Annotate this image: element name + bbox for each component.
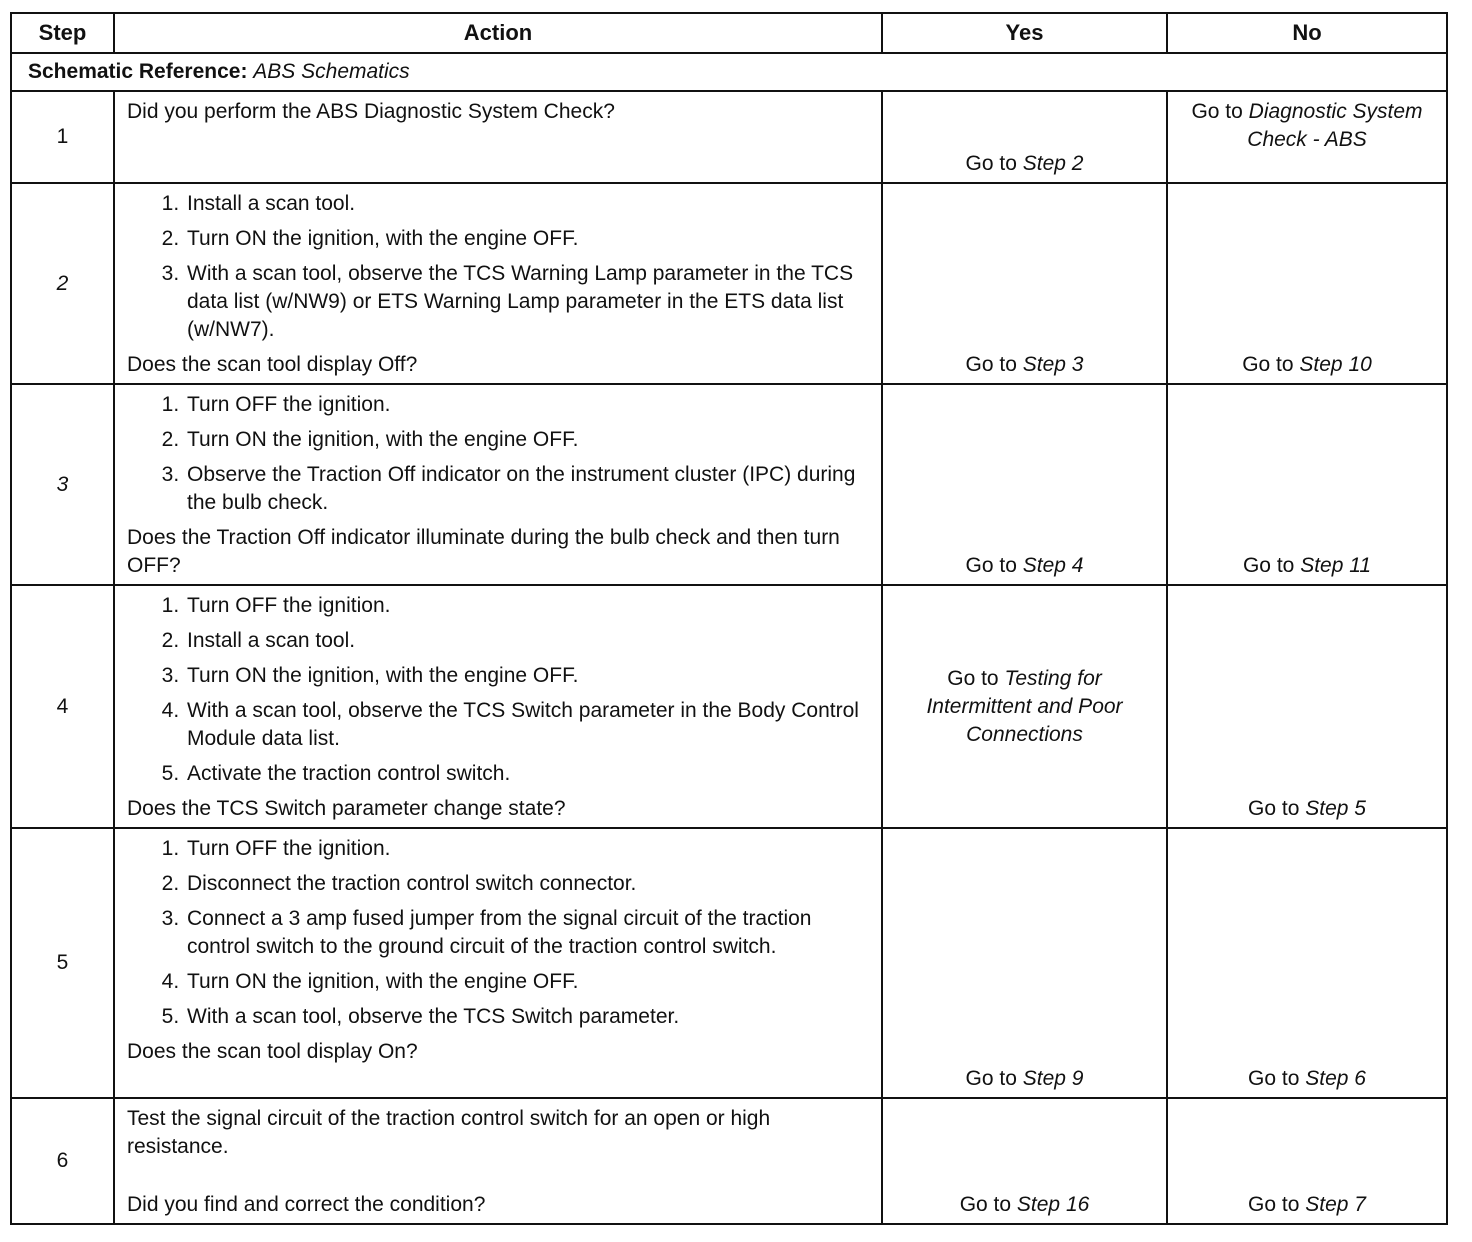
table-row (11, 91, 1447, 183)
action-question: Does the TCS Switch parameter change state? (127, 797, 566, 820)
diagnostic-table (10, 12, 1448, 1225)
step-number: 5 (11, 828, 114, 1098)
yes-cell (882, 384, 1167, 585)
no-cell (1167, 585, 1447, 828)
no-prefix: Go to (1242, 353, 1294, 376)
action-step: 1. Turn OFF the ignition. (185, 835, 869, 863)
step-number: 6 (11, 1098, 114, 1224)
yes-prefix: Go to (959, 1193, 1012, 1216)
yes-cell (882, 1098, 1167, 1224)
action-question: Did you perform the ABS Diagnostic System Check? (127, 100, 615, 123)
yes-cell (882, 183, 1167, 384)
action-steps-list (127, 592, 869, 788)
yes-prefix: Go to (965, 554, 1017, 577)
action-step: 2. Install a scan tool. (185, 627, 869, 655)
no-prefix: Go to (1248, 1067, 1300, 1090)
step-number: 2 (11, 183, 114, 384)
action-question: Did you find and correct the condition? (127, 1193, 486, 1216)
step-number: 1 (11, 91, 114, 183)
action-step: 2. Turn ON the ignition, with the engine OFF. (185, 426, 869, 454)
action-question: Does the scan tool display On? (127, 1040, 418, 1063)
yes-target-link[interactable]: Step 4 (1022, 554, 1084, 577)
yes-prefix: Go to (965, 152, 1017, 175)
yes-cell (882, 585, 1167, 828)
action-step: 4. Turn ON the ignition, with the engine OFF. (185, 968, 869, 996)
no-prefix: Go to (1191, 100, 1243, 123)
table-row (11, 183, 1447, 384)
action-step: 1. Turn OFF the ignition. (185, 391, 869, 419)
no-prefix: Go to (1248, 797, 1300, 820)
no-cell (1167, 91, 1447, 183)
no-target-link[interactable]: Step 7 (1305, 1193, 1366, 1216)
yes-cell (882, 91, 1167, 183)
no-target-link[interactable]: Step 10 (1299, 353, 1372, 376)
action-step: 3. Observe the Traction Off indicator on the instrument cluster (IPC) during the bulb check. (185, 461, 869, 517)
action-steps-list (127, 391, 869, 517)
no-target-link[interactable]: Diagnostic System Check - ABS (1247, 100, 1423, 151)
no-cell (1167, 183, 1447, 384)
action-step: 3. Connect a 3 amp fused jumper from the signal circuit of the traction control switch to the ground circuit of the traction control switch. (185, 905, 869, 961)
no-target-link[interactable]: Step 11 (1300, 554, 1372, 577)
table-row (11, 585, 1447, 828)
table-row (11, 828, 1447, 1098)
schematic-reference-label: Schematic Reference: (28, 60, 248, 83)
action-step: 1. Install a scan tool. (185, 190, 869, 218)
schematic-reference (11, 53, 1447, 91)
action-question: Does the Traction Off indicator illuminate during the bulb check and then turn OFF? (127, 526, 840, 577)
step-number: 3 (11, 384, 114, 585)
yes-target-link[interactable]: Step 2 (1022, 152, 1084, 175)
schematic-reference-link[interactable]: ABS Schematics (253, 60, 410, 83)
yes-target-link[interactable]: Step 9 (1022, 1067, 1084, 1090)
action-cell (114, 1098, 882, 1224)
no-prefix: Go to (1248, 1193, 1300, 1216)
no-cell (1167, 1098, 1447, 1224)
step-number: 4 (11, 585, 114, 828)
table-row (11, 384, 1447, 585)
action-step: 5. Activate the traction control switch. (185, 760, 869, 788)
action-step: 2. Disconnect the traction control switch connector. (185, 870, 869, 898)
action-text: Test the signal circuit of the traction control switch for an open or high resistance. (127, 1107, 771, 1158)
action-cell (114, 183, 882, 384)
header-no: No (1167, 13, 1447, 53)
action-cell (114, 828, 882, 1098)
action-step: 3. Turn ON the ignition, with the engine OFF. (185, 662, 869, 690)
action-steps-list (127, 190, 869, 344)
table-row (11, 1098, 1447, 1224)
header-step: Step (11, 13, 114, 53)
yes-cell (882, 828, 1167, 1098)
yes-prefix: Go to (947, 666, 999, 690)
header-yes: Yes (882, 13, 1167, 53)
action-question: Does the scan tool display Off? (127, 353, 418, 376)
no-cell (1167, 828, 1447, 1098)
no-prefix: Go to (1242, 554, 1295, 577)
yes-prefix: Go to (965, 353, 1017, 376)
action-step: 3. With a scan tool, observe the TCS Warning Lamp parameter in the TCS data list (w/NW9) or ETS Warning Lamp parameter in the ETS data list (w/NW7). (185, 260, 869, 344)
action-steps-list (127, 835, 869, 1031)
header-action: Action (114, 13, 882, 53)
no-target-link[interactable]: Step 5 (1305, 797, 1366, 820)
yes-target-link[interactable]: Step 16 (1016, 1193, 1090, 1216)
action-cell (114, 91, 882, 183)
yes-prefix: Go to (965, 1067, 1017, 1090)
yes-target-link[interactable]: Step 3 (1022, 353, 1084, 376)
action-step: 5. With a scan tool, observe the TCS Switch parameter. (185, 1003, 869, 1031)
action-step: 2. Turn ON the ignition, with the engine OFF. (185, 225, 869, 253)
header-row (11, 13, 1447, 53)
no-cell (1167, 384, 1447, 585)
action-cell (114, 585, 882, 828)
schematic-reference-row (11, 53, 1447, 91)
action-step: 4. With a scan tool, observe the TCS Switch parameter in the Body Control Module data list. (185, 697, 869, 753)
no-target-link[interactable]: Step 6 (1305, 1067, 1366, 1090)
action-step: 1. Turn OFF the ignition. (185, 592, 869, 620)
yes-target-link[interactable]: Testing for Intermittent and Poor Connections (926, 666, 1123, 746)
action-cell (114, 384, 882, 585)
